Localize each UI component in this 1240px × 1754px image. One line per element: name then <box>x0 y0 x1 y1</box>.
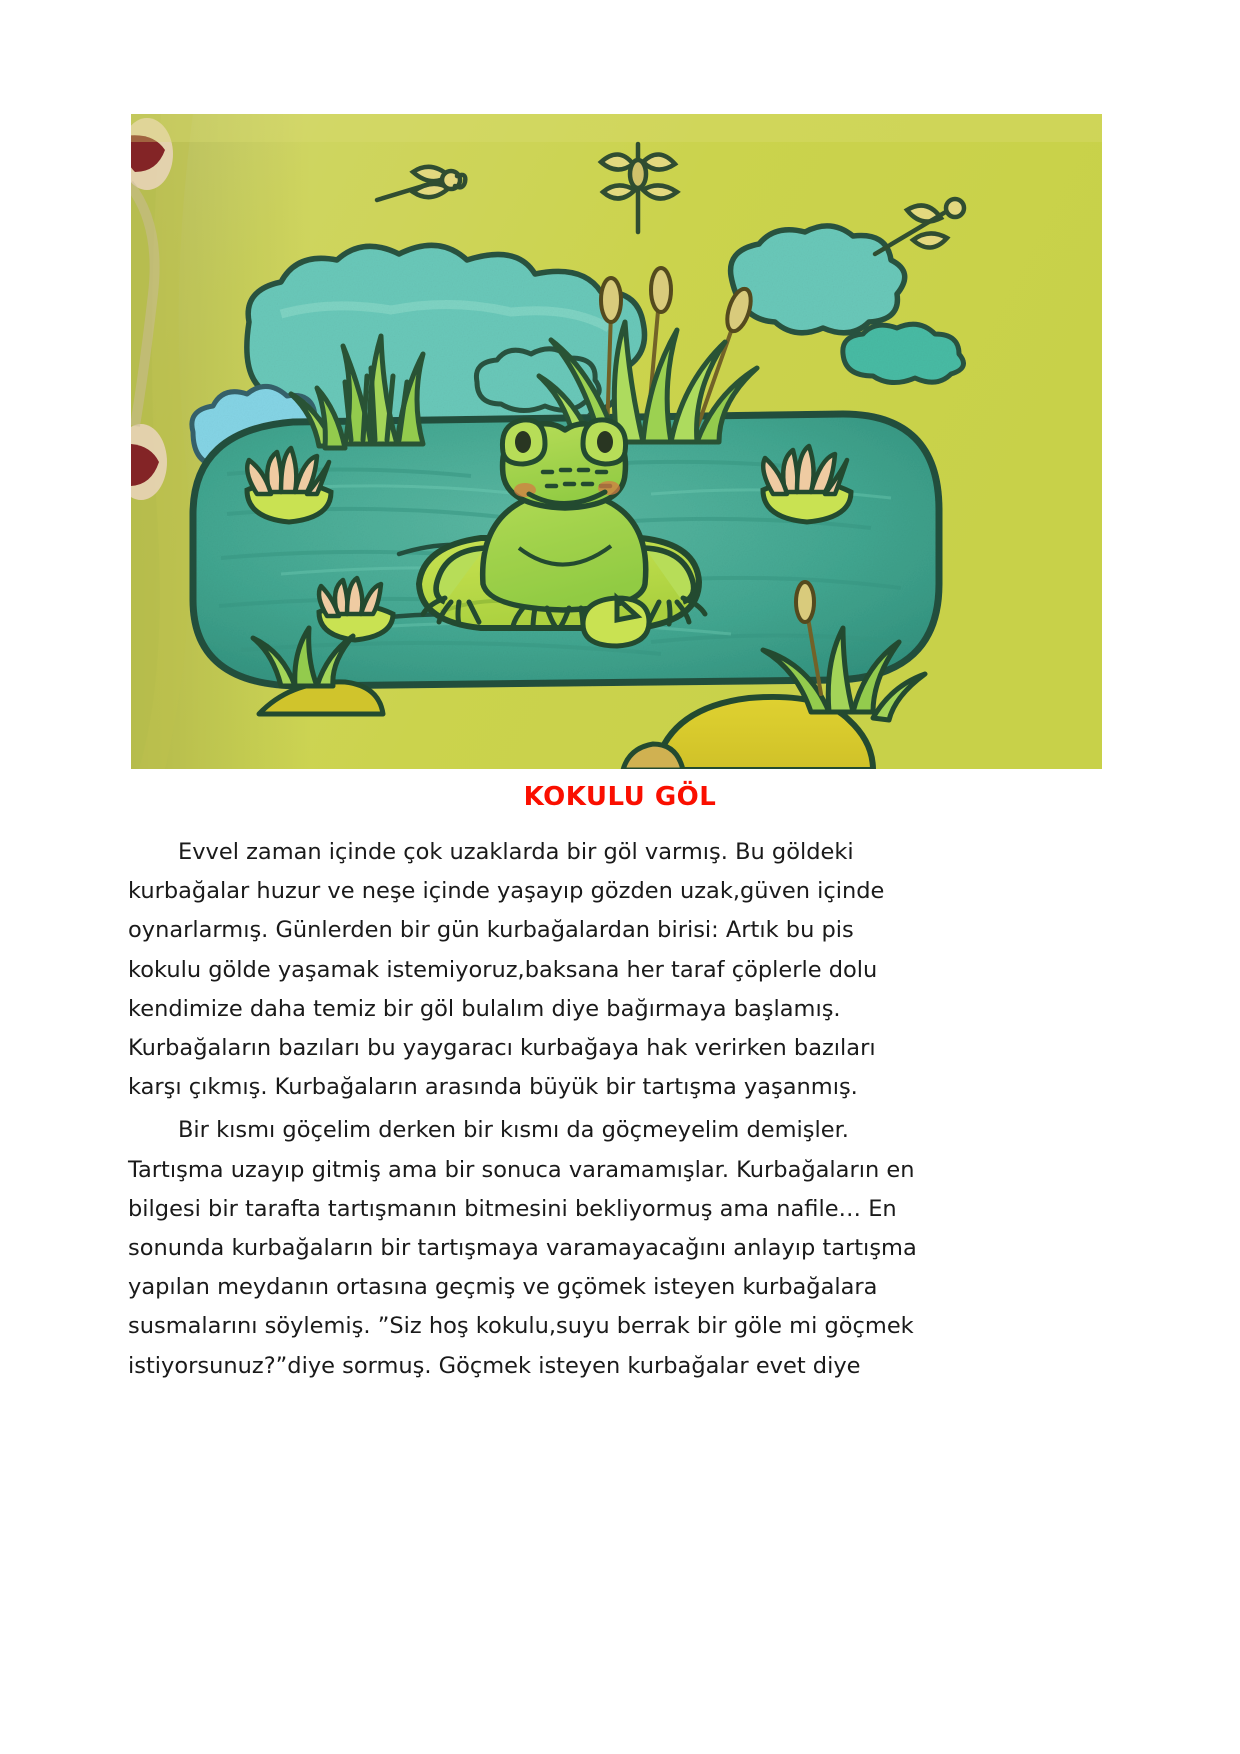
text-line: Tartışma uzayıp gitmiş ama bir sonuca varamamışlar. Kurbağaların en <box>128 1156 915 1183</box>
text-line: yapılan meydanın ortasına geçmiş ve gçömek isteyen kurbağalara <box>128 1274 878 1301</box>
text-line: karşı çıkmış. Kurbağaların arasında büyük bir tartışma yaşanmış. <box>128 1074 858 1101</box>
crayon-drawing-svg <box>131 114 1102 769</box>
text-line: kendimize daha temiz bir göl bulalım diye bağırmaya başlamış. <box>128 995 841 1022</box>
paragraph-2 <box>128 1111 970 1385</box>
text-line: bilgesi bir tarafta tartışmanın bitmesini bekliyormuş ama nafile… En <box>128 1195 897 1222</box>
page-title: KOKULU GÖL <box>523 782 717 812</box>
text-line: kokulu gölde yaşamak istemiyoruz,baksana her taraf çöplerle dolu <box>128 956 878 983</box>
text-line: susmalarını söylemiş. ”Siz hoş kokulu,suyu berrak bir göle mi göçmek <box>128 1313 914 1340</box>
text-line: Kurbağaların bazıları bu yaygaracı kurbağaya hak verirken bazıları <box>128 1035 876 1062</box>
text-line: sonunda kurbağaların bir tartışmaya varamayacağını anlayıp tartışma <box>128 1235 917 1262</box>
text-line: Evvel zaman içinde çok uzaklarda bir göl varmış. Bu göldeki <box>178 839 854 865</box>
text-line: istiyorsunuz?”diye sormuş. Göçmek isteyen kurbağalar evet diye <box>128 1352 861 1379</box>
paragraph-1 <box>128 833 970 1107</box>
text-line: oynarlarmış. Günlerden bir gün kurbağalardan birisi: Artık bu pis <box>128 917 854 944</box>
text-line: Bir kısmı göçelim derken bir kısmı da göçmeyelim demişler. <box>178 1117 849 1144</box>
illustration-photo <box>131 114 1102 769</box>
story-body <box>128 833 970 1390</box>
text-line: kurbağalar huzur ve neşe içinde yaşayıp gözden uzak,güven içinde <box>128 878 885 905</box>
